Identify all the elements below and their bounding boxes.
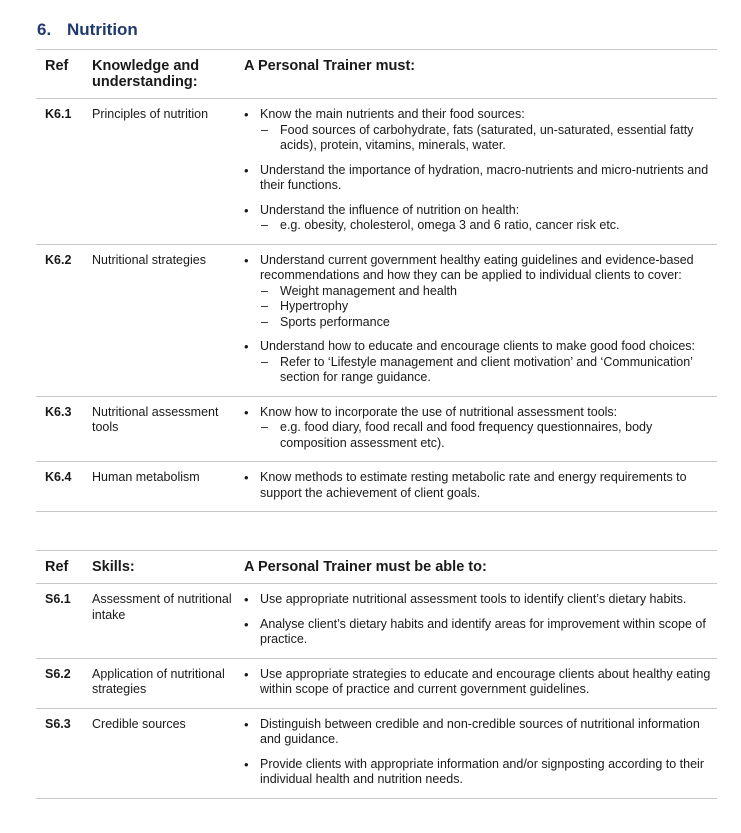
requirement-text: Know methods to estimate resting metabolic rate and energy requirements to support the achievement of client goals. (260, 470, 687, 500)
table-row (36, 244, 717, 396)
row-ref: K6.1 (36, 99, 92, 245)
requirement-item (244, 592, 717, 608)
requirement-text: Understand the influence of nutrition on health: (260, 202, 520, 217)
requirement-list (244, 253, 717, 386)
skills-table (36, 550, 717, 799)
requirement-list (244, 470, 717, 501)
row-requirements (244, 658, 717, 708)
row-topic: Nutritional assessment tools (92, 396, 244, 462)
sub-item: – e.g. obesity, cholesterol, omega 3 and 6 ratio, cancer risk etc. (260, 218, 717, 234)
requirement-item (244, 757, 717, 788)
requirement-item (244, 470, 717, 501)
row-ref: K6.2 (36, 244, 92, 396)
row-topic: Credible sources (92, 708, 244, 798)
requirement-text: Understand how to educate and encourage clients to make good food choices: (260, 339, 696, 353)
row-topic: Nutritional strategies (92, 244, 244, 396)
requirement-item (244, 667, 717, 698)
requirement-text: Use appropriate nutritional assessment tools to identify client’s dietary habits. (260, 592, 687, 606)
knowledge-header-row (36, 50, 717, 99)
requirement-text: Understand the importance of hydration, macro-nutrients and micro-nutrients and their functions. (260, 162, 709, 192)
table-row (36, 708, 717, 798)
sub-list (260, 420, 717, 451)
requirement-text: Know the main nutrients and their food sources: (260, 107, 525, 121)
knowledge-table (36, 49, 717, 512)
sub-item: – Hypertrophy (260, 299, 717, 315)
table-row (36, 396, 717, 462)
requirement-list (244, 717, 717, 788)
sub-item: – Food sources of carbohydrate, fats (saturated, un-saturated, essential fatty acids), protein, vitamins, minerals, water. (260, 123, 717, 154)
header-ref: Ref (36, 551, 92, 584)
row-requirements (244, 462, 717, 512)
requirement-list (244, 405, 717, 452)
requirement-text: Use appropriate strategies to educate and encourage clients about healthy eating within scope of practice and current government guidelines. (260, 666, 711, 696)
row-topic: Human metabolism (92, 462, 244, 512)
table-row (36, 462, 717, 512)
sub-list (260, 123, 717, 154)
row-requirements (244, 584, 717, 659)
row-ref: K6.3 (36, 396, 92, 462)
header-ref: Ref (36, 50, 92, 99)
requirement-item (244, 405, 717, 452)
requirement-text: Understand current government healthy eating guidelines and evidence-based recommendations and how they can be applied to individual clients to cover: (260, 252, 694, 282)
row-topic: Principles of nutrition (92, 99, 244, 245)
row-ref: S6.1 (36, 584, 92, 659)
requirement-text: Know how to incorporate the use of nutritional assessment tools: (260, 404, 618, 419)
requirement-item (244, 339, 717, 386)
requirement-item (244, 617, 717, 648)
row-ref: K6.4 (36, 462, 92, 512)
requirement-item (244, 163, 717, 194)
sub-list (260, 218, 717, 234)
table-row (36, 99, 717, 245)
requirement-text: Distinguish between credible and non-credible sources of nutritional information and guidance. (260, 716, 700, 746)
requirement-item (244, 253, 717, 331)
table-row (36, 658, 717, 708)
requirement-item (244, 107, 717, 154)
header-requirement: A Personal Trainer must: (244, 50, 717, 99)
header-topic: Knowledge and understanding: (92, 50, 244, 99)
section-number: 6. (37, 20, 52, 39)
sub-item: – Refer to ‘Lifestyle management and client motivation’ and ‘Communication’ section for range guidance. (260, 355, 717, 386)
header-topic: Skills: (92, 551, 244, 584)
sub-item: – e.g. food diary, food recall and food frequency questionnaires, body composition assessment etc). (260, 420, 717, 451)
requirement-list (244, 107, 717, 234)
sub-list (260, 284, 717, 331)
row-requirements (244, 99, 717, 245)
row-requirements (244, 708, 717, 798)
row-topic: Application of nutritional strategies (92, 658, 244, 708)
header-requirement: A Personal Trainer must be able to: (244, 551, 717, 584)
requirement-text: Provide clients with appropriate information and/or signposting according to their individual health and nutrition needs. (260, 756, 704, 786)
requirement-item (244, 717, 717, 748)
requirement-list (244, 592, 717, 648)
sub-item: – Sports performance (260, 315, 717, 331)
section-heading: Nutrition (67, 20, 138, 39)
requirement-text: Analyse client’s dietary habits and identify areas for improvement within scope of practice. (260, 616, 706, 646)
row-topic: Assessment of nutritional intake (92, 584, 244, 659)
table-row (36, 584, 717, 659)
row-requirements (244, 244, 717, 396)
requirement-list (244, 667, 717, 698)
requirement-item (244, 203, 717, 234)
row-ref: S6.2 (36, 658, 92, 708)
section-title (37, 20, 138, 40)
row-ref: S6.3 (36, 708, 92, 798)
row-requirements (244, 396, 717, 462)
skills-header-row (36, 551, 717, 584)
sub-item: – Weight management and health (260, 284, 717, 300)
sub-list (260, 355, 717, 386)
